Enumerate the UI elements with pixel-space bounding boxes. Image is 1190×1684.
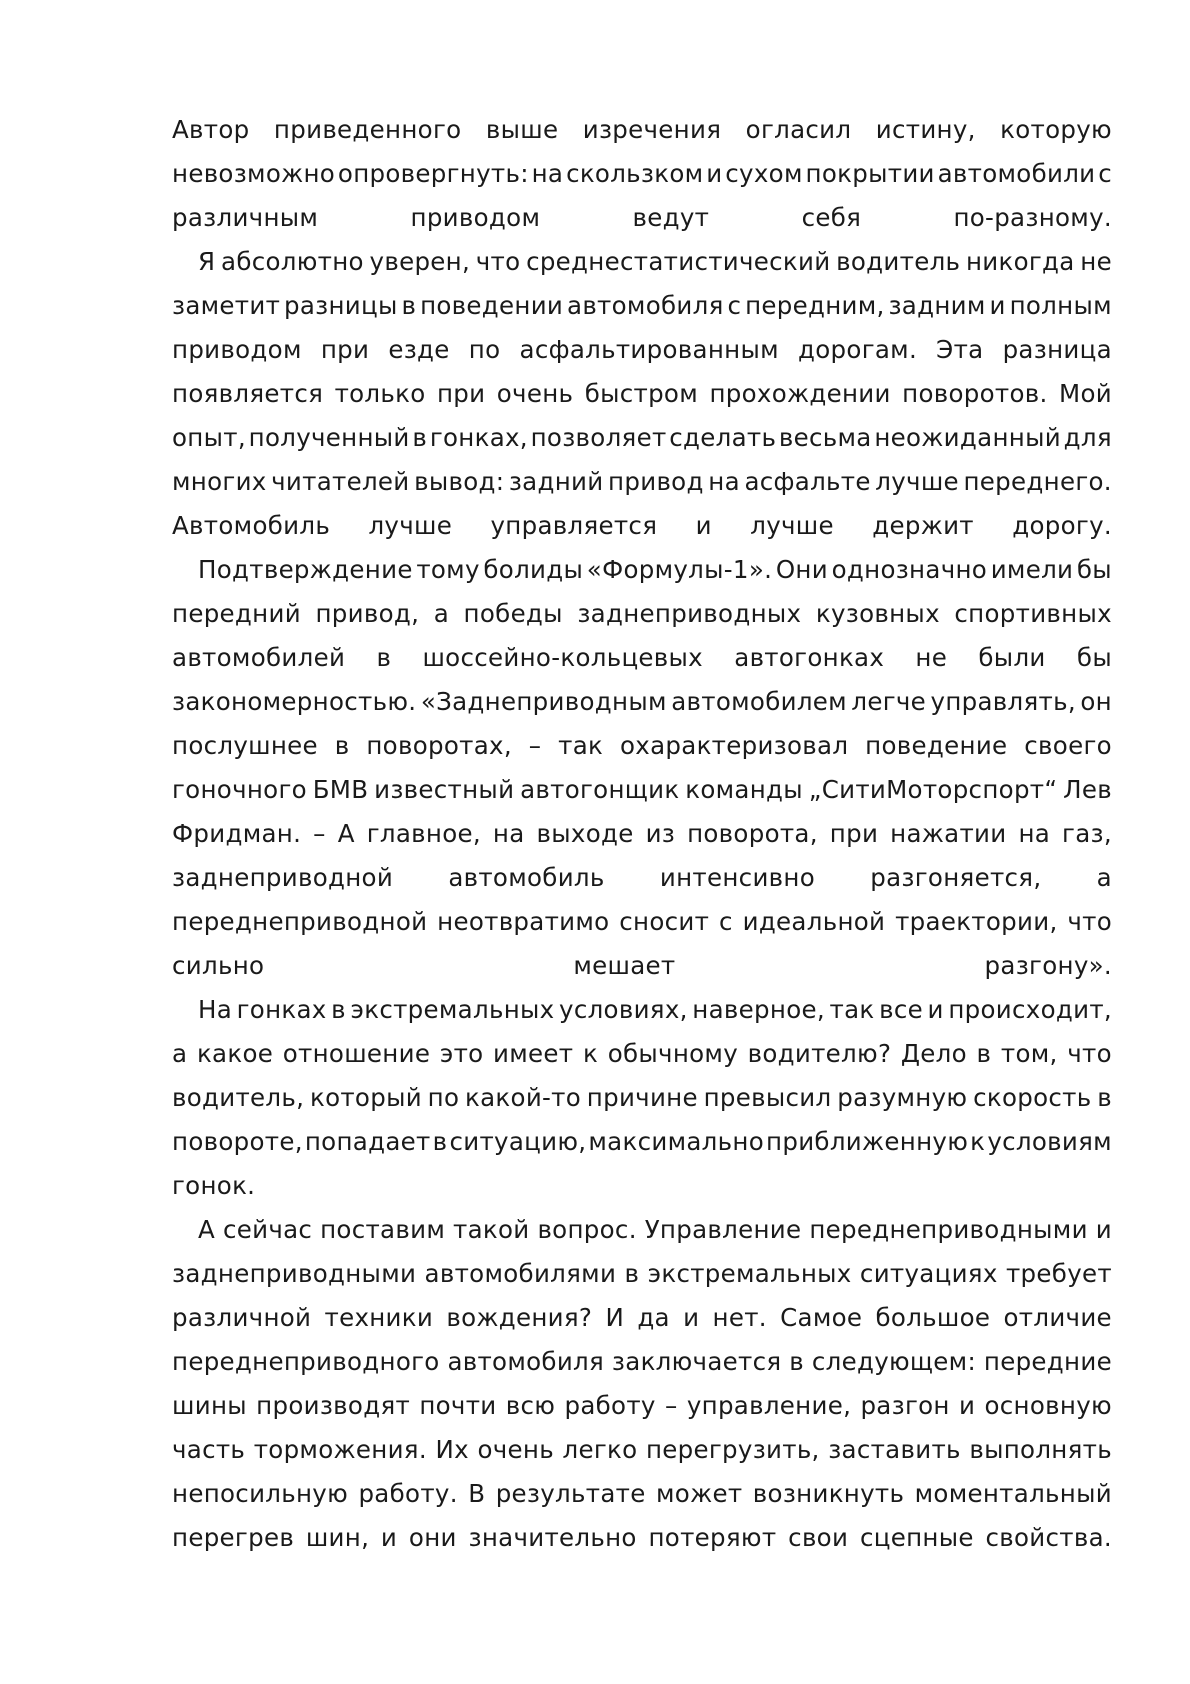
word: невозможно xyxy=(172,159,336,188)
word: на xyxy=(1018,819,1051,848)
word: Эта xyxy=(936,335,984,364)
word: заставить xyxy=(828,1435,961,1464)
text-line xyxy=(172,944,1112,988)
word: многих xyxy=(172,467,267,496)
word: покрытии xyxy=(805,159,935,188)
word: водителю? xyxy=(747,1039,892,1068)
word: вывод: xyxy=(414,467,505,496)
word: шины xyxy=(172,1391,247,1420)
word: разумную xyxy=(837,1083,968,1112)
word: и xyxy=(927,995,944,1024)
word: повороте, xyxy=(172,1127,303,1156)
word: полученный xyxy=(248,423,410,452)
word: на xyxy=(531,159,564,188)
word: с xyxy=(719,907,733,936)
text-line xyxy=(172,988,1112,1032)
word: очень xyxy=(496,379,574,408)
word: всю xyxy=(505,1391,556,1420)
text-line xyxy=(172,900,1112,944)
word: болиды xyxy=(483,555,584,584)
text-line xyxy=(172,724,1112,768)
word: своего xyxy=(1024,731,1112,760)
word: в xyxy=(789,1347,804,1376)
text-line xyxy=(172,1252,1112,1296)
text-line xyxy=(172,1384,1112,1428)
word: управлять, xyxy=(930,687,1076,716)
word: водитель xyxy=(836,247,961,276)
word: с xyxy=(1098,159,1112,188)
word: так xyxy=(829,995,875,1024)
word: сейчас xyxy=(222,1215,313,1244)
word: при xyxy=(320,335,370,364)
word: поведении xyxy=(420,291,564,320)
word: Дело xyxy=(900,1039,967,1068)
word: может xyxy=(656,1479,743,1508)
text-line xyxy=(172,416,1112,460)
word: которую xyxy=(1000,115,1112,144)
word: спортивных xyxy=(954,599,1112,628)
word: разгону». xyxy=(984,951,1112,980)
word: опровергнуть: xyxy=(337,159,529,188)
text-line xyxy=(172,152,1112,196)
document-page xyxy=(172,108,1112,1560)
word: следующем: xyxy=(811,1347,977,1376)
word: опыт, xyxy=(172,423,246,452)
word: происходит, xyxy=(948,995,1112,1024)
word: задним xyxy=(888,291,986,320)
text-line xyxy=(172,504,1112,548)
word: и xyxy=(706,159,723,188)
word: приведенного xyxy=(273,115,462,144)
text-line xyxy=(172,812,1112,856)
word: и xyxy=(380,1523,398,1552)
word: в xyxy=(432,1127,448,1156)
word: а xyxy=(1096,863,1112,892)
text-line xyxy=(172,196,1112,240)
word: на xyxy=(492,819,525,848)
word: в xyxy=(376,643,392,672)
word: Автомобиль xyxy=(172,511,331,540)
word: траектории, xyxy=(895,907,1058,936)
word: из xyxy=(645,819,676,848)
word: сухом xyxy=(725,159,803,188)
word: в xyxy=(976,1039,992,1068)
word: держит xyxy=(872,511,974,540)
word: шин, xyxy=(305,1523,370,1552)
word: заднеприводными xyxy=(172,1259,417,1288)
word: выходе xyxy=(536,819,634,848)
word: что xyxy=(1067,1039,1112,1068)
text-line xyxy=(172,548,1112,592)
word: заметит xyxy=(172,291,281,320)
word: и xyxy=(683,1303,700,1332)
word: по xyxy=(468,335,501,364)
word: в xyxy=(334,731,350,760)
word: Управление xyxy=(644,1215,802,1244)
word: А xyxy=(198,1215,216,1244)
word: переднеприводными xyxy=(809,1215,1088,1244)
word: ситуацию, xyxy=(449,1127,587,1156)
word: приближенную xyxy=(766,1127,969,1156)
word: автомобили xyxy=(937,159,1096,188)
word: приводом xyxy=(172,335,302,364)
word: свойства. xyxy=(985,1523,1112,1552)
word: имели xyxy=(990,555,1074,584)
word: автомобилей xyxy=(172,643,346,672)
word: неожиданный xyxy=(874,423,1061,452)
word: они xyxy=(408,1523,457,1552)
text-line xyxy=(172,636,1112,680)
word: «Заднеприводным xyxy=(420,687,667,716)
word: к xyxy=(970,1127,986,1156)
word: вопрос. xyxy=(537,1215,637,1244)
word: тому xyxy=(416,555,480,584)
word: работу. xyxy=(358,1479,458,1508)
word: шоссейно-кольцевых xyxy=(422,643,703,672)
word: передним, xyxy=(745,291,885,320)
word: дорогам. xyxy=(798,335,918,364)
word: гоночного xyxy=(172,775,307,804)
word: какой-то xyxy=(465,1083,582,1112)
word: и xyxy=(989,291,1006,320)
word: охарактеризовал xyxy=(620,731,849,760)
text-line xyxy=(172,240,1112,284)
word: и xyxy=(695,511,712,540)
word: И xyxy=(605,1303,625,1332)
word: езде xyxy=(388,335,450,364)
word: позволяет xyxy=(530,423,667,452)
word: абсолютно xyxy=(221,247,364,276)
word: это xyxy=(439,1039,484,1068)
word: такой xyxy=(453,1215,530,1244)
word: непосильную xyxy=(172,1479,349,1508)
word: среднестатистический xyxy=(526,247,831,276)
word: все xyxy=(879,995,923,1024)
word: «Формулы-1». xyxy=(586,555,773,584)
word: передний xyxy=(172,599,301,628)
word: кузовных xyxy=(815,599,940,628)
word: что xyxy=(1067,907,1112,936)
word: истину, xyxy=(875,115,976,144)
word: разницы xyxy=(284,291,398,320)
word: значительно xyxy=(468,1523,637,1552)
word: асфальте xyxy=(744,467,871,496)
word: Самое xyxy=(780,1303,863,1332)
word: сцепные xyxy=(859,1523,974,1552)
word: по xyxy=(427,1083,460,1112)
word: выше xyxy=(485,115,559,144)
word: который xyxy=(309,1083,422,1112)
text-line xyxy=(172,680,1112,724)
word: обычному xyxy=(607,1039,739,1068)
word: управление, xyxy=(686,1391,852,1420)
word: Подтверждение xyxy=(198,555,413,584)
word: ведут xyxy=(632,203,710,232)
paragraph xyxy=(172,1208,1112,1560)
word: и xyxy=(1095,1215,1112,1244)
word: БМВ xyxy=(312,775,369,804)
word: различной xyxy=(172,1303,312,1332)
word: при xyxy=(829,819,879,848)
word: гонках, xyxy=(429,423,528,452)
text-line xyxy=(172,284,1112,328)
word: превысил xyxy=(703,1083,832,1112)
word: Мой xyxy=(1059,379,1112,408)
word: вождения? xyxy=(446,1303,593,1332)
word: полным xyxy=(1009,291,1112,320)
word: большое xyxy=(875,1303,991,1332)
word: читателей xyxy=(271,467,410,496)
text-line xyxy=(172,108,1112,152)
word: а xyxy=(172,1039,188,1068)
word: да xyxy=(637,1303,670,1332)
word: главное, xyxy=(366,819,481,848)
word: автогонщик xyxy=(520,775,680,804)
word: поворота, xyxy=(687,819,818,848)
word: А xyxy=(337,819,355,848)
word: никогда xyxy=(965,247,1075,276)
word: Лев xyxy=(1063,775,1112,804)
word: отличие xyxy=(1003,1303,1112,1332)
word: бы xyxy=(1076,555,1112,584)
word: потеряют xyxy=(648,1523,777,1552)
word: к xyxy=(582,1039,599,1068)
word: торможения. xyxy=(253,1435,427,1464)
word: быстром xyxy=(584,379,699,408)
word: на xyxy=(708,467,740,496)
word: появляется xyxy=(172,379,324,408)
word: Их xyxy=(435,1435,469,1464)
word: нажатии xyxy=(890,819,1007,848)
word: не xyxy=(1080,247,1112,276)
word: передние xyxy=(983,1347,1112,1376)
word: привод xyxy=(608,467,704,496)
word: Фридман. xyxy=(172,819,302,848)
word: были xyxy=(978,643,1046,672)
word: очень xyxy=(477,1435,554,1464)
text-line xyxy=(172,1472,1112,1516)
word: том, xyxy=(1000,1039,1058,1068)
word: автомобиля xyxy=(447,1347,605,1376)
word: для xyxy=(1063,423,1112,452)
word: максимально xyxy=(588,1127,764,1156)
word: асфальтированным xyxy=(519,335,779,364)
word: команды xyxy=(685,775,803,804)
word: экстремальных xyxy=(350,995,555,1024)
paragraph xyxy=(172,548,1112,988)
word: переднеприводного xyxy=(172,1347,440,1376)
word: в xyxy=(624,1259,640,1288)
word: почти xyxy=(419,1391,497,1420)
text-line: гонок. xyxy=(172,1171,256,1200)
text-line xyxy=(172,856,1112,900)
word: идеальной xyxy=(742,907,886,936)
word: управляется xyxy=(490,511,658,540)
word: – xyxy=(528,731,542,760)
word: послушнее xyxy=(172,731,318,760)
word: – xyxy=(665,1391,678,1420)
word: свои xyxy=(788,1523,849,1552)
text-line xyxy=(172,1032,1112,1076)
word: наверное, xyxy=(692,995,825,1024)
text-line xyxy=(172,592,1112,636)
word: поставим xyxy=(320,1215,446,1244)
word: различным xyxy=(172,203,319,232)
word: экстремальных xyxy=(647,1259,852,1288)
word: отношение xyxy=(282,1039,431,1068)
word: только xyxy=(334,379,426,408)
word: работу xyxy=(564,1391,656,1420)
word: условиям xyxy=(987,1127,1112,1156)
word: „СитиМоторспорт“ xyxy=(808,775,1058,804)
word: ситуациях xyxy=(859,1259,998,1288)
word: заднеприводных xyxy=(577,599,802,628)
word: с xyxy=(727,291,742,320)
word: автомобиль xyxy=(448,863,605,892)
word: нет. xyxy=(712,1303,767,1332)
word: техники xyxy=(324,1303,434,1332)
text-line xyxy=(172,1296,1112,1340)
word: имеет xyxy=(493,1039,574,1068)
word: часть xyxy=(172,1435,246,1464)
word: привод, xyxy=(315,599,420,628)
word: неотвратимо xyxy=(437,907,610,936)
text-line xyxy=(172,1428,1112,1472)
word: мешает xyxy=(573,951,676,980)
word: не xyxy=(915,643,948,672)
text-line xyxy=(172,1516,1112,1560)
word: автомобилями xyxy=(424,1259,617,1288)
word: приводом xyxy=(410,203,541,232)
text-line xyxy=(172,372,1112,416)
word: что xyxy=(475,247,521,276)
word: поворотов. xyxy=(902,379,1048,408)
word: при xyxy=(436,379,486,408)
word: причине xyxy=(586,1083,698,1112)
word: Я xyxy=(198,247,216,276)
word: интенсивно xyxy=(659,863,816,892)
text-line xyxy=(172,328,1112,372)
word: себя xyxy=(801,203,862,232)
word: скорость xyxy=(973,1083,1092,1112)
word: и xyxy=(959,1391,976,1420)
word: газ, xyxy=(1062,819,1112,848)
word: уверен, xyxy=(369,247,471,276)
word: какое xyxy=(196,1039,274,1068)
word: разгоняется, xyxy=(870,863,1042,892)
word: по-разному. xyxy=(953,203,1112,232)
word: бы xyxy=(1076,643,1112,672)
word: изречения xyxy=(582,115,722,144)
word: дорогу. xyxy=(1012,511,1112,540)
paragraph xyxy=(172,988,1112,1208)
word: в xyxy=(331,995,346,1024)
word: – xyxy=(313,819,326,848)
word: победы xyxy=(463,599,563,628)
paragraph xyxy=(172,240,1112,548)
word: условиях, xyxy=(559,995,688,1024)
word: производят xyxy=(256,1391,411,1420)
word: моментальный xyxy=(914,1479,1112,1508)
word: в xyxy=(1097,1083,1112,1112)
word: однозначно xyxy=(831,555,988,584)
word: автогонках xyxy=(734,643,885,672)
word: скользком xyxy=(566,159,704,188)
word: гонках xyxy=(236,995,327,1024)
word: огласил xyxy=(745,115,852,144)
word: поведение xyxy=(865,731,1008,760)
word: заднеприводной xyxy=(172,863,394,892)
word: лучше xyxy=(750,511,834,540)
word: а xyxy=(433,599,450,628)
word: в xyxy=(401,291,417,320)
word: основную xyxy=(984,1391,1112,1420)
word: легко xyxy=(562,1435,638,1464)
text-line xyxy=(172,768,1112,812)
word: разгон xyxy=(860,1391,950,1420)
word: перегрузить, xyxy=(645,1435,820,1464)
word: попадает xyxy=(304,1127,431,1156)
word: лучше xyxy=(875,467,959,496)
word: он xyxy=(1080,687,1112,716)
word: В xyxy=(468,1479,486,1508)
text-line xyxy=(172,1208,1112,1252)
word: задний xyxy=(508,467,604,496)
word: Они xyxy=(775,555,828,584)
word: в xyxy=(412,423,428,452)
word: результате xyxy=(495,1479,646,1508)
word: разница xyxy=(1002,335,1112,364)
word: сносит xyxy=(619,907,710,936)
word: требует xyxy=(1005,1259,1112,1288)
word: автомобилем xyxy=(671,687,847,716)
word: закономерностью. xyxy=(172,687,417,716)
word: легче xyxy=(851,687,927,716)
word: лучше xyxy=(368,511,453,540)
word: переднеприводной xyxy=(172,907,428,936)
word: сильно xyxy=(172,951,265,980)
word: заключается xyxy=(611,1347,782,1376)
word: весьма xyxy=(778,423,872,452)
paragraph xyxy=(172,108,1112,240)
word: известный xyxy=(374,775,515,804)
text-line xyxy=(172,1340,1112,1384)
word: перегрев xyxy=(172,1523,295,1552)
word: автомобиля xyxy=(567,291,724,320)
text-line xyxy=(172,1120,1112,1164)
word: переднего. xyxy=(963,467,1112,496)
word: возникнуть xyxy=(752,1479,905,1508)
word: водитель, xyxy=(172,1083,305,1112)
word: так xyxy=(558,731,604,760)
word: прохождении xyxy=(709,379,891,408)
word: выполнять xyxy=(969,1435,1112,1464)
word: сделать xyxy=(669,423,777,452)
word: поворотах, xyxy=(366,731,512,760)
word: На xyxy=(198,995,233,1024)
text-line xyxy=(172,460,1112,504)
text-line xyxy=(172,1076,1112,1120)
word: Автор xyxy=(172,115,250,144)
